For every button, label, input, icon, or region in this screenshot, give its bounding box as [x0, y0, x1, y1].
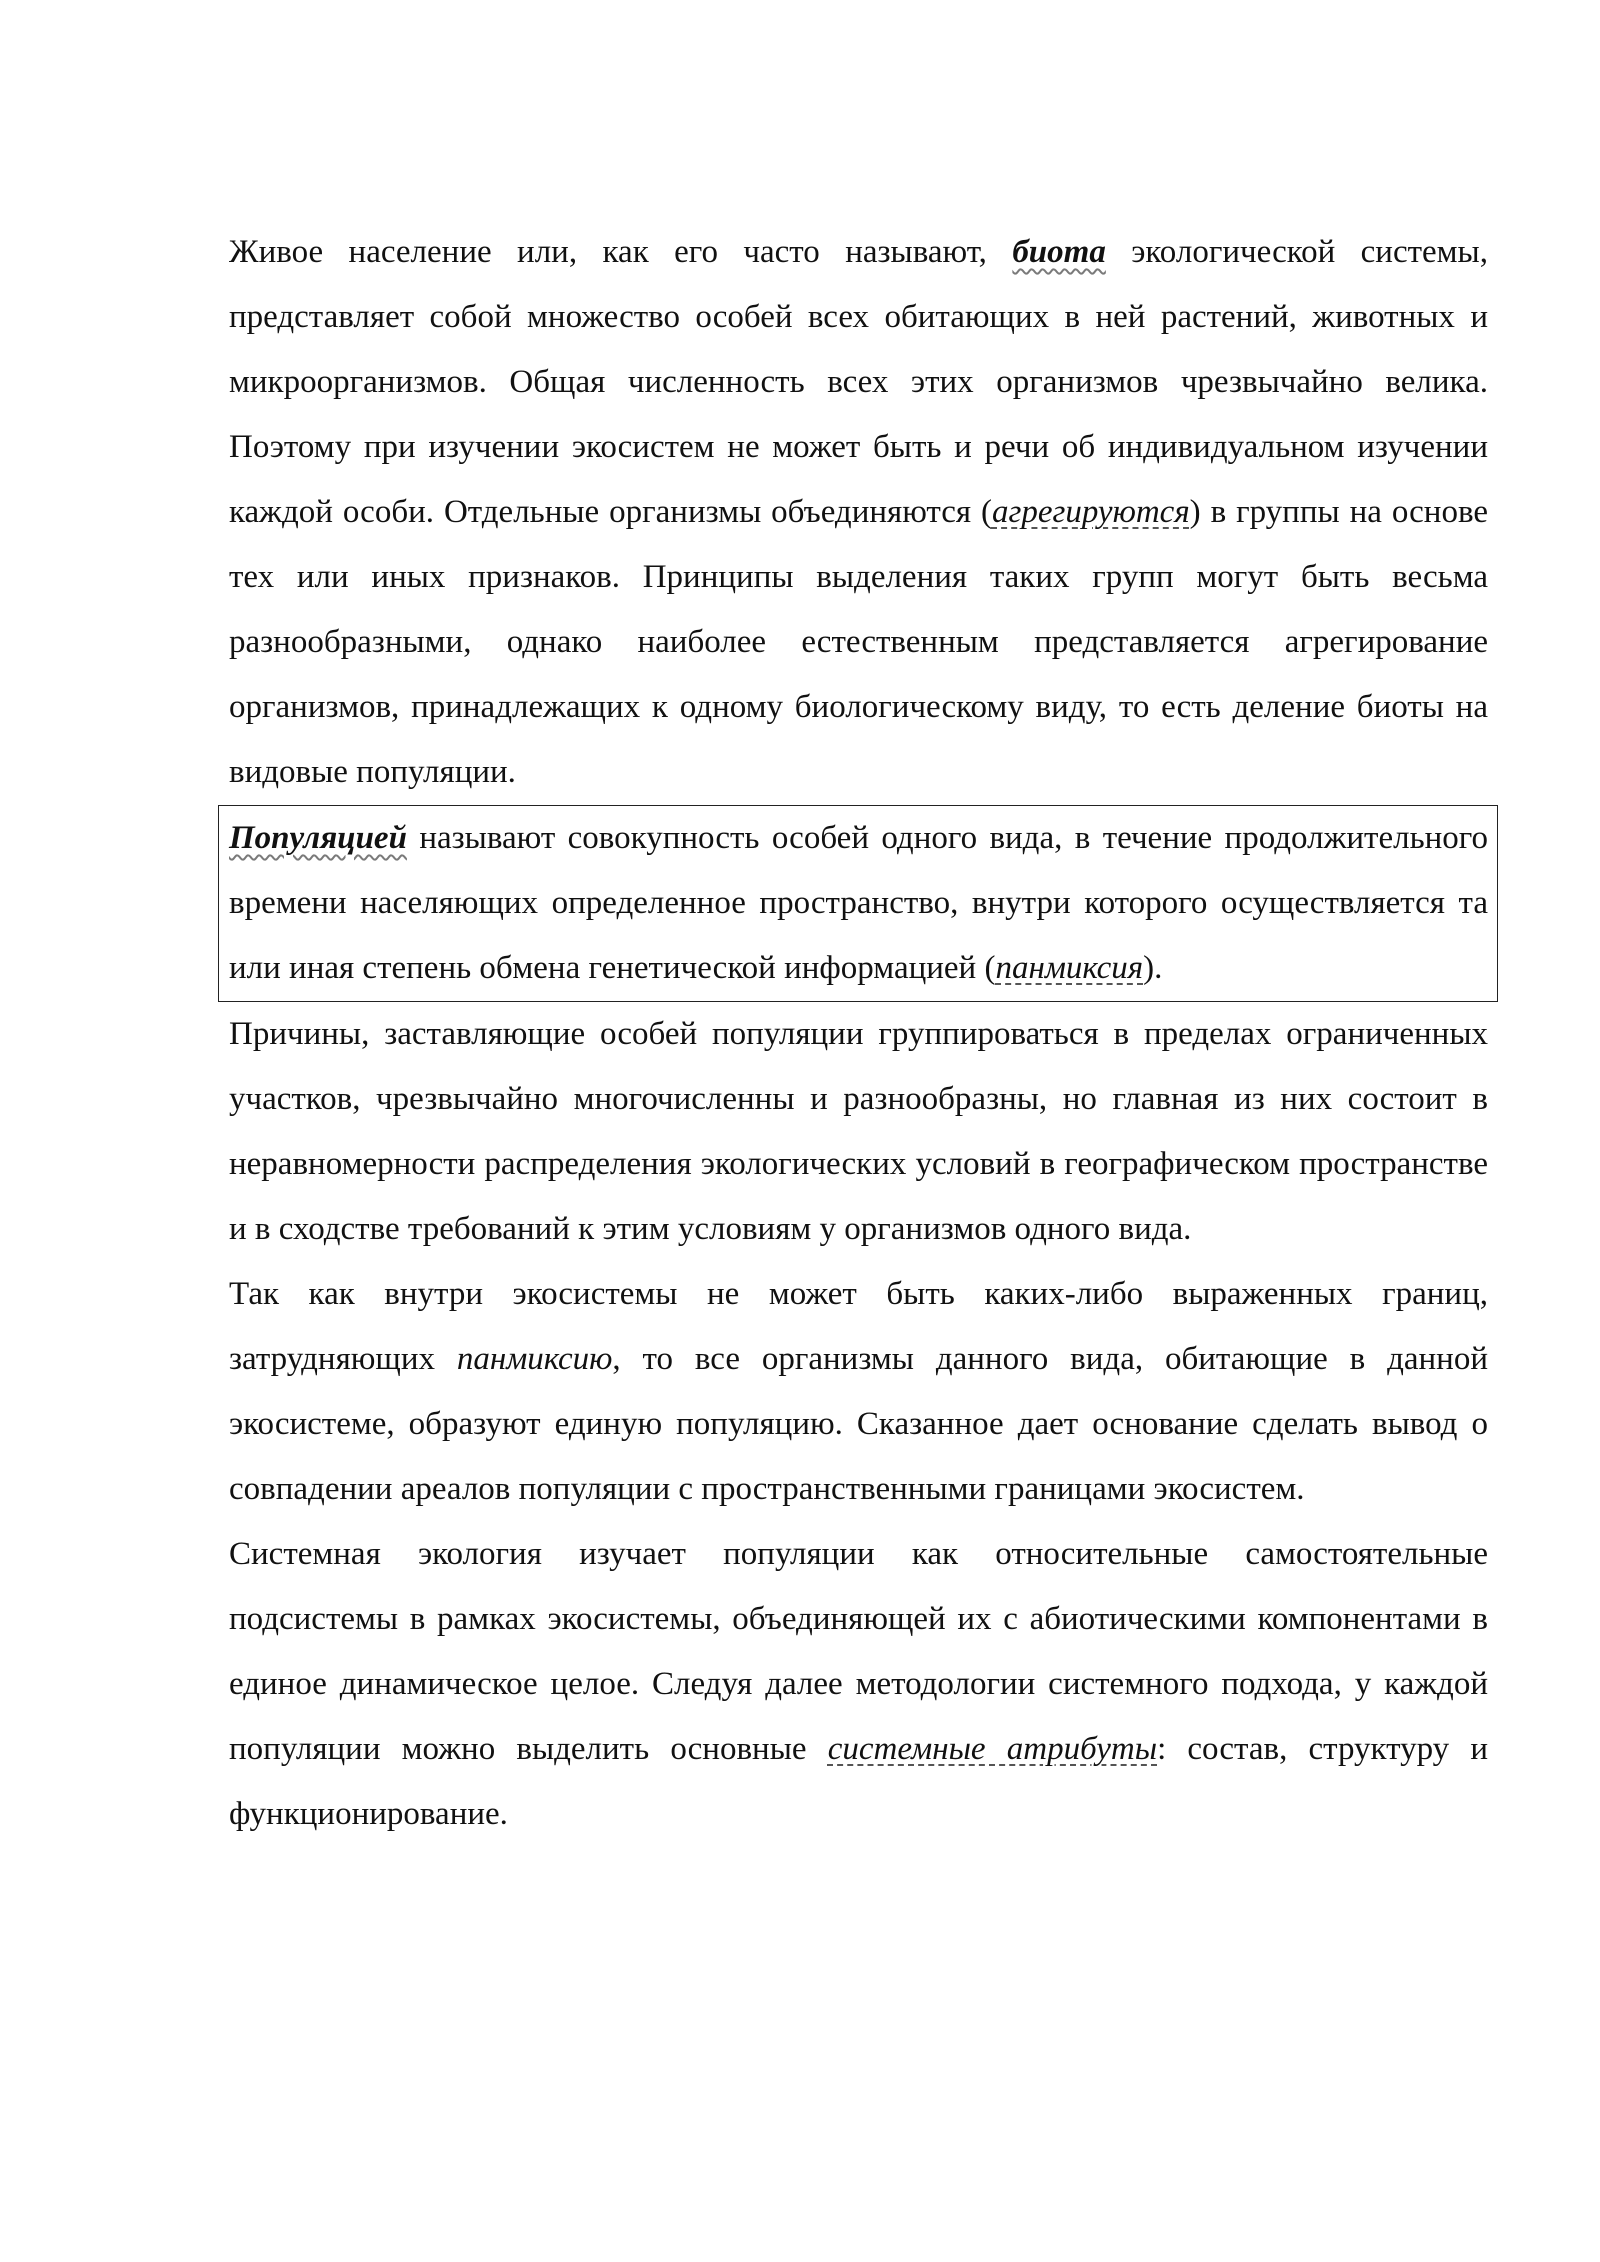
paragraph-biota-text-2: экологической системы, представляет собой множество особей всех обитающих в ней растений, животных и микроорганизмов. Общая численность всех этих организмов чрезвычайно велика. Поэтому при изучении экосистем не может быть и речи об индивидуальном изучении каждой особи. Отдельные организмы объединяются (	[229, 234, 1488, 530]
paragraph-boundaries	[229, 1262, 1488, 1522]
population-definition-text-1: называют совокупность особей одного вида, в течение продолжительного времени населяющих определенное пространство, внутри которого осуществляется та или иная степень обмена генетической информацией (	[229, 820, 1488, 986]
paragraph-system-ecology	[229, 1522, 1488, 1847]
paragraph-system-ecology-text-1: Системная экология изучает популяции как относительные самостоятельные подсистемы в рамках экосистемы, объединяющей их с абиотическими компонентами в единое динамическое целое. Следуя далее методологии системного подхода, у каждой популяции можно выделить основные	[229, 1536, 1488, 1767]
population-definition-box	[218, 805, 1498, 1002]
term-panmixia-italic: панмиксию	[456, 1341, 613, 1377]
population-definition	[229, 806, 1488, 1001]
term-aggregate: агрегируются	[991, 494, 1190, 530]
term-system-attributes: системные атрибуты	[827, 1731, 1158, 1767]
document-page	[229, 220, 1488, 1847]
paragraph-reasons	[229, 1002, 1488, 1262]
term-biota: биота	[1012, 234, 1106, 270]
term-population: Популяцией	[229, 820, 407, 856]
paragraph-biota	[229, 220, 1488, 805]
population-definition-text-2: ).	[1143, 950, 1163, 986]
paragraph-biota-text-3: ) в группы на основе тех или иных признаков. Принципы выделения таких групп могут быть весьма разнообразными, однако наиболее естественным представляется агрегирование организмов, принадлежащих к одному биологическому виду, то есть деление биоты на видовые популяции.	[229, 494, 1488, 790]
paragraph-reasons-text: Причины, заставляющие особей популяции группироваться в пределах ограниченных участков, чрезвычайно многочисленны и разнообразны, но главная из них состоит в неравномерности распределения экологических условий в географическом пространстве и в сходстве требований к этим условиям у организмов одного вида.	[229, 1016, 1488, 1247]
paragraph-boundaries-text-1: Так как внутри экосистемы не может быть каких-либо выраженных границ, затрудняющих	[229, 1276, 1488, 1377]
term-panmixia: панмиксия	[995, 950, 1144, 986]
paragraph-system-ecology-text-2: : состав, структуру и функционирование.	[229, 1731, 1489, 1832]
paragraph-biota-text-1: Живое население или, как его часто называют,	[229, 234, 1013, 270]
paragraph-boundaries-text-2: , то все организмы данного вида, обитающие в данной экосистеме, образуют единую популяцию. Сказанное дает основание сделать вывод о совпадении ареалов популяции с пространственными границами экосистем.	[229, 1341, 1489, 1507]
